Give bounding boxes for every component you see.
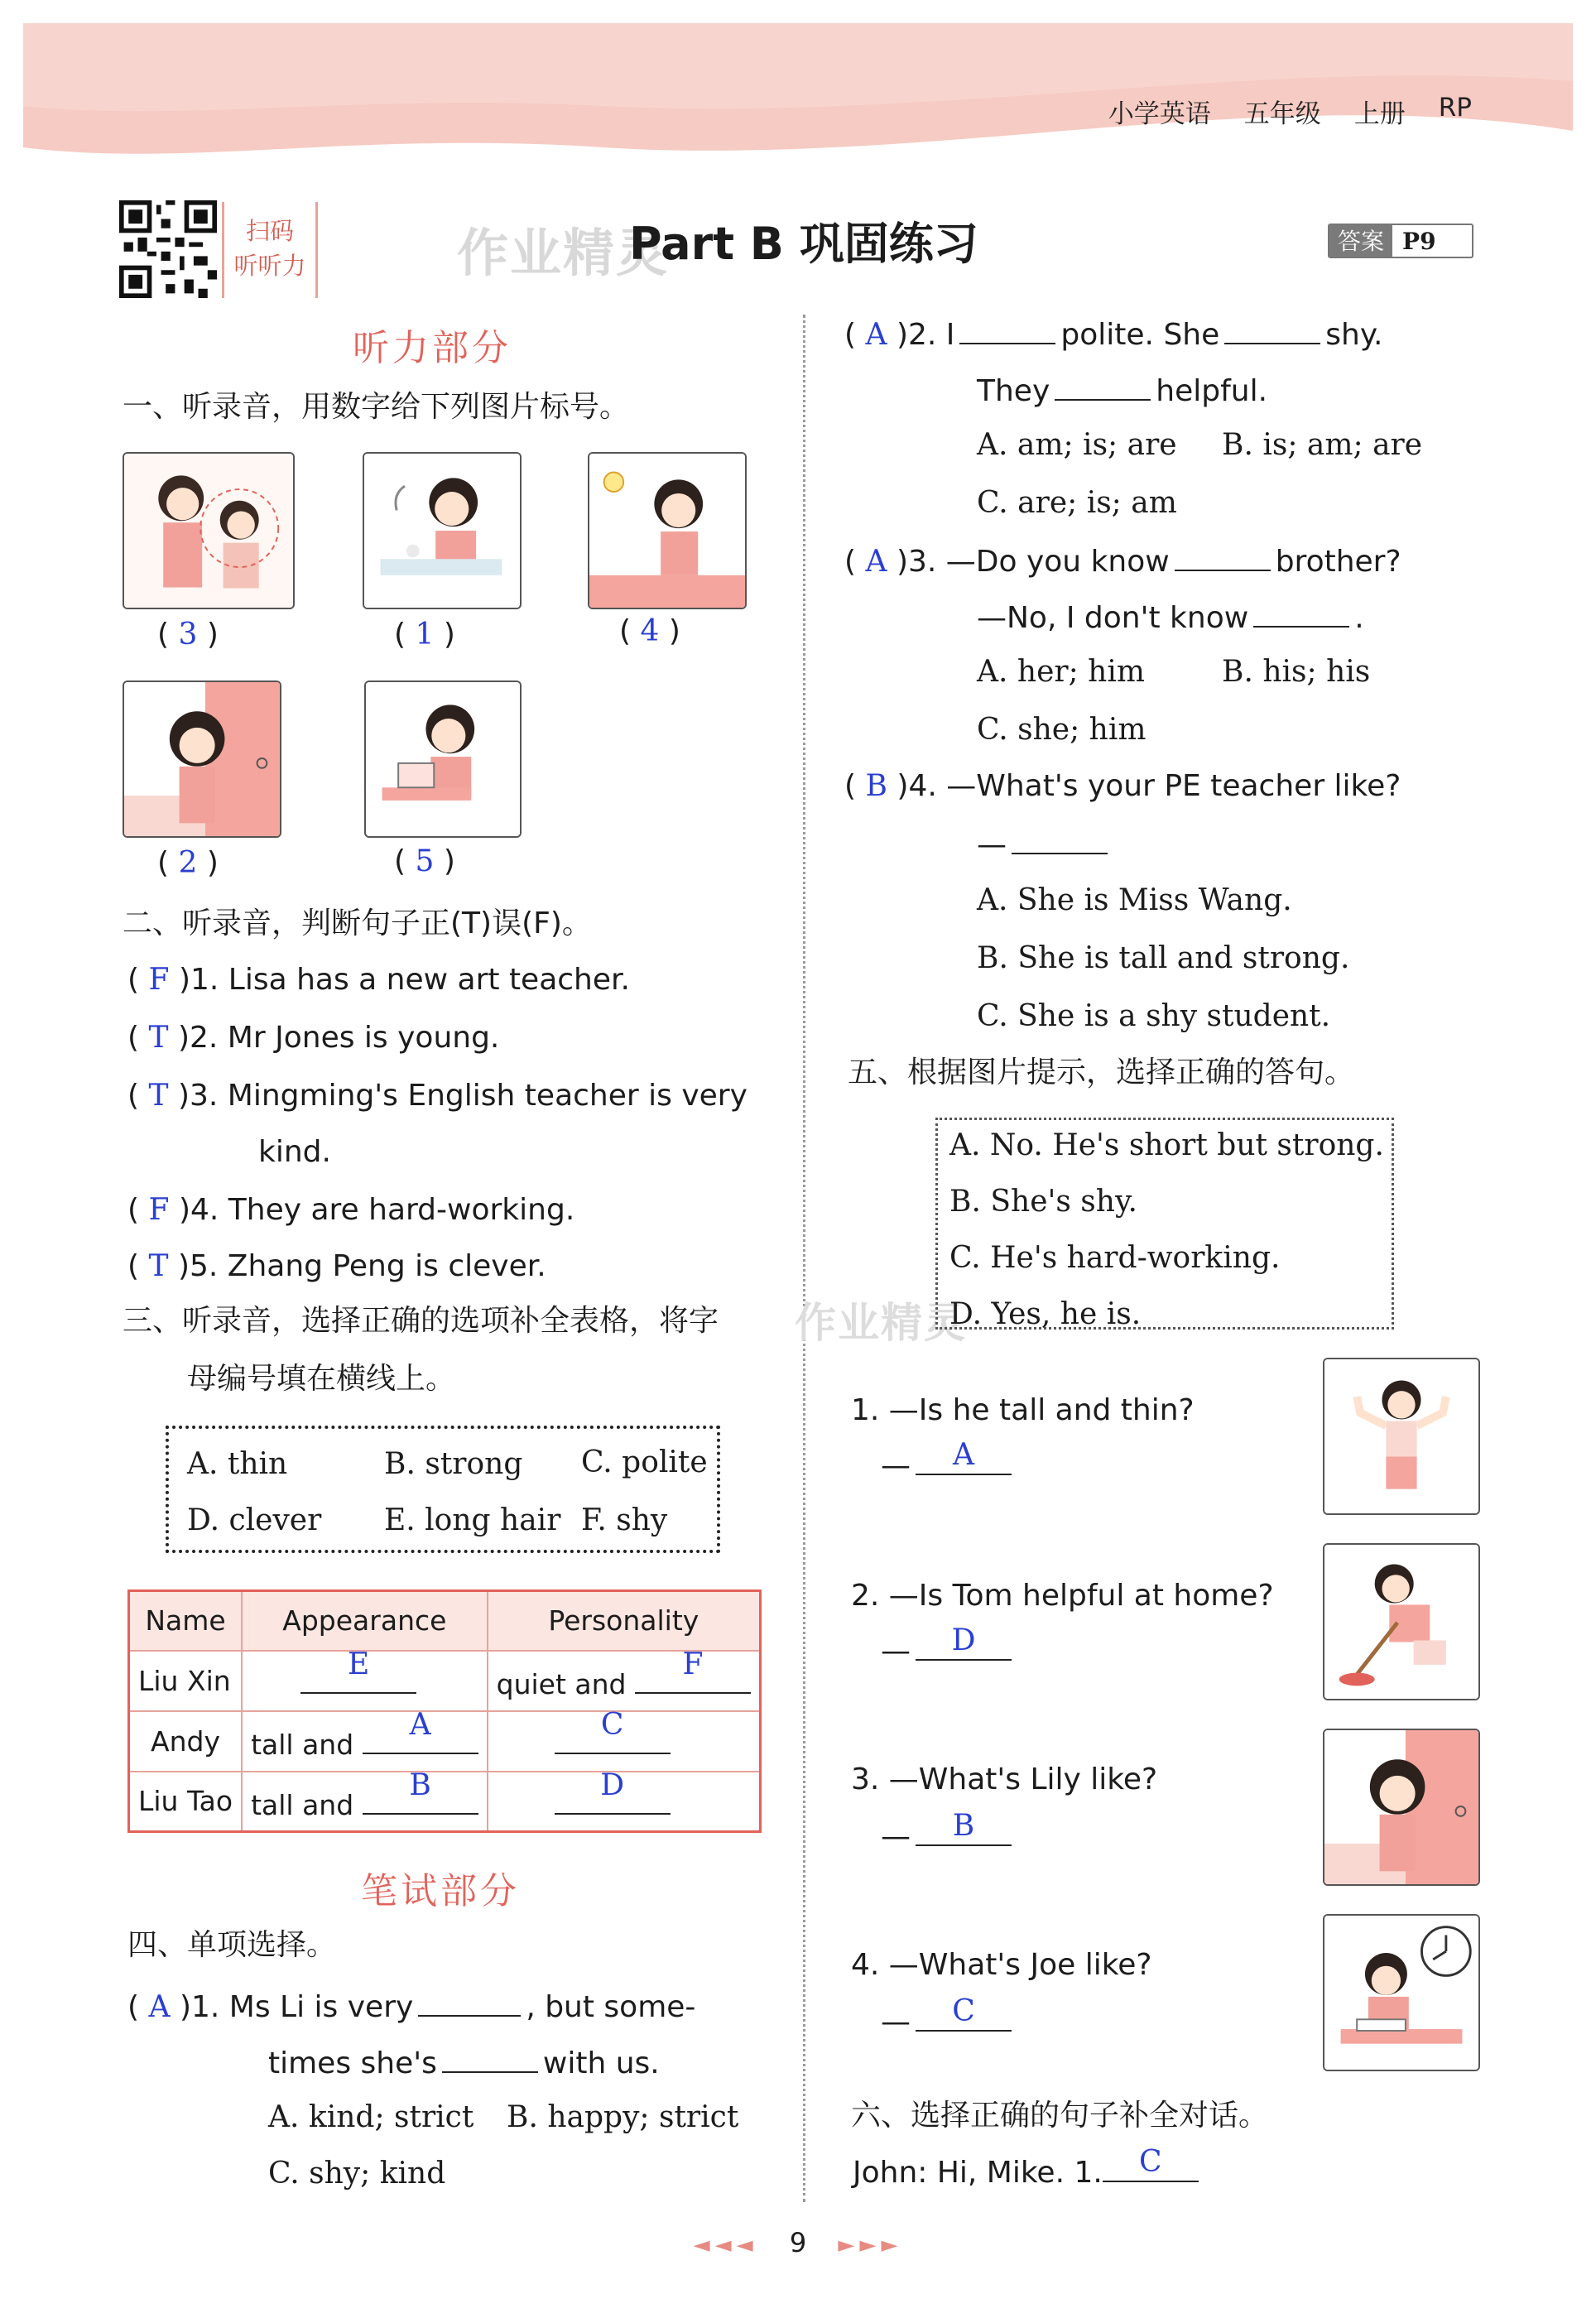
q4-text: helpful.	[1156, 374, 1268, 408]
q4-text: They	[977, 374, 1050, 408]
table-cell-personality	[488, 1708, 761, 1772]
column-divider	[803, 315, 805, 2202]
cell-answer: E	[347, 1647, 370, 1681]
q5-item-2-answer	[881, 1623, 1017, 1670]
answer-tag	[1328, 224, 1473, 258]
answer-tag-label: 答案	[1329, 225, 1392, 257]
q4-text: )1. Ms Li is very	[179, 1990, 414, 2024]
watermark: 作业精灵	[457, 223, 670, 283]
scan-to-listen-stamp	[222, 202, 318, 298]
q1-answer-value: 5	[415, 844, 435, 878]
q2-answer: T	[148, 1079, 169, 1113]
cell-blank[interactable]	[363, 1767, 478, 1815]
picture-girl-washing	[363, 452, 522, 609]
answer-blank[interactable]	[916, 1438, 1012, 1475]
table-cell-name: Liu Xin	[129, 1651, 243, 1711]
q1-heading: 一、听录音，用数字给下列图片标号。	[123, 390, 630, 424]
table-row	[129, 1772, 761, 1832]
word-option: F. shy	[581, 1503, 668, 1537]
word-option: B. strong	[384, 1447, 523, 1481]
q4-item-3-line1: ( A )3. —Do you know brother?	[844, 541, 1401, 580]
q2-heading: 二、听录音，判断句子正(T)误(F)。	[123, 907, 592, 940]
q2-item-3: ( T )3. Mingming's English teacher is very	[127, 1079, 748, 1113]
answer-blank[interactable]	[1224, 315, 1320, 344]
book-meta	[1108, 93, 1472, 130]
q2-text: )5. Zhang Peng is clever.	[177, 1249, 546, 1283]
cell-blank[interactable]	[555, 1767, 671, 1815]
answer-tag-page: P9	[1402, 228, 1436, 255]
word-option: C. polite	[581, 1445, 708, 1479]
q4-item-4-line1: ( B )4. —What's your PE teacher like?	[844, 769, 1401, 803]
q6-heading: 六、选择正确的句子补全对话。	[851, 2099, 1269, 2133]
q4-answer: B	[865, 769, 887, 803]
right-arrows-icon: ►►►	[838, 2233, 903, 2258]
cell-prefix: tall and	[251, 1788, 354, 1821]
cell-answer: D	[600, 1767, 625, 1802]
q5-answer: A	[953, 1438, 974, 1472]
q2-item-5: ( T )5. Zhang Peng is clever.	[127, 1249, 546, 1283]
q4-item-4-option-c: C. She is a shy student.	[977, 999, 1331, 1033]
table-cell-personality	[488, 1647, 761, 1711]
table-header-personality: Personality	[488, 1591, 761, 1651]
q4-item-1-option-a: A. kind; strict	[268, 2100, 474, 2134]
q4-text: , but some-	[526, 1990, 696, 2024]
word-option: D. clever	[187, 1503, 322, 1537]
q1-answer-1: ( 3 )	[157, 618, 219, 652]
q4-answer: A	[865, 545, 887, 579]
q4-item-4-option-a: A. She is Miss Wang.	[977, 883, 1292, 917]
answer-blank[interactable]	[916, 1623, 1012, 1661]
q4-item-3-option-c: C. she; him	[977, 713, 1147, 747]
table-header-appearance: Appearance	[242, 1591, 488, 1651]
picture-girls-talking	[123, 452, 295, 609]
q4-item-2-line1: ( A )2. I polite. She shy.	[844, 315, 1382, 353]
stamp-line-2: 听听力	[233, 252, 306, 280]
stamp-line-1: 扫码	[245, 217, 294, 245]
page-number: 9	[789, 2227, 807, 2258]
cell-answer: A	[409, 1708, 431, 1742]
q3-heading-line2: 母编号填在横线上。	[187, 1362, 456, 1396]
answer-blank[interactable]	[959, 315, 1055, 344]
q1-answer-value: 3	[178, 618, 198, 652]
q4-item-1-line2	[268, 2043, 660, 2082]
answer-blank[interactable]	[1012, 825, 1108, 854]
cell-blank[interactable]	[635, 1647, 751, 1694]
volume-label: 上册	[1353, 99, 1406, 129]
picture-boy-mopping	[1323, 1543, 1480, 1700]
cell-prefix: tall and	[251, 1729, 354, 1761]
answer-blank[interactable]	[1175, 541, 1271, 571]
q5-item-4-question: 4. —What's Joe like?	[851, 1948, 1152, 1982]
answer-blank[interactable]	[1055, 371, 1151, 401]
q3-table	[127, 1589, 762, 1833]
q5-heading: 五、根据图片提示，选择正确的答句。	[848, 1056, 1355, 1089]
q5-item-1-question: 1. —Is he tall and thin?	[851, 1393, 1195, 1427]
picture-shy-girl	[1323, 1729, 1480, 1886]
q4-item-2-option-c: C. are; is; am	[977, 486, 1177, 520]
q1-answer-4: ( 2 )	[157, 846, 219, 880]
q4-text: brother?	[1275, 545, 1401, 579]
q4-item-1-option-c: C. shy; kind	[268, 2157, 446, 2191]
q5-option: C. He's hard-working.	[949, 1241, 1281, 1275]
table-cell-appearance	[242, 1647, 488, 1711]
q4-heading: 四、单项选择。	[127, 1928, 337, 1962]
q5-option: D. Yes, he is.	[949, 1297, 1142, 1331]
q5-answer: D	[951, 1623, 976, 1657]
q5-option: B. She's shy.	[949, 1185, 1137, 1219]
qr-code-icon[interactable]	[119, 200, 217, 298]
q4-text: shy.	[1325, 318, 1383, 352]
table-cell-personality	[488, 1767, 761, 1832]
q5-item-3-answer	[881, 1809, 1017, 1855]
q4-text: —	[977, 828, 1007, 862]
table-cell-appearance	[242, 1767, 488, 1832]
q1-answer-value: 2	[178, 846, 198, 880]
q5-answer: C	[952, 1994, 975, 2028]
q2-text: )3. Mingming's English teacher is very	[177, 1079, 748, 1113]
picture-girl-door	[123, 680, 281, 838]
dash: —	[881, 1449, 911, 1483]
grade-label: 五年级	[1243, 99, 1321, 129]
q2-answer: T	[148, 1249, 169, 1283]
q4-item-3-option-b: B. his; his	[1222, 655, 1371, 689]
q2-item-3-continuation: kind.	[258, 1135, 331, 1169]
dash: —	[881, 1820, 911, 1854]
cell-prefix: quiet and	[496, 1668, 627, 1700]
word-option: E. long hair	[384, 1503, 561, 1537]
q6-text: John: Hi, Mike. 1.	[853, 2156, 1103, 2190]
q4-answer: A	[865, 318, 887, 352]
picture-boy-reading	[364, 680, 522, 838]
table-row	[129, 1711, 761, 1772]
q2-text: )2. Mr Jones is young.	[177, 1021, 500, 1055]
q4-text: times she's	[268, 2046, 437, 2080]
q4-item-3-option-a: A. her; him	[977, 655, 1145, 689]
cell-answer: C	[600, 1708, 624, 1742]
q6-answer: C	[1139, 2145, 1162, 2179]
left-arrows-icon: ◄◄◄	[693, 2233, 758, 2258]
q4-text: —No, I don't know	[977, 601, 1249, 635]
page-title: Part B 巩固练习	[629, 218, 978, 270]
q2-answer: F	[148, 1193, 170, 1227]
listening-section-title: 听力部分	[353, 327, 512, 369]
answer-blank[interactable]	[916, 1994, 1012, 2032]
answer-blank[interactable]	[916, 1809, 1012, 1846]
answer-blank[interactable]	[1253, 598, 1349, 628]
page-footer	[0, 2227, 1596, 2258]
word-option: A. thin	[187, 1447, 288, 1481]
q1-answer-3: ( 4 )	[619, 614, 680, 648]
q4-text: )4. —What's your PE teacher like?	[897, 769, 1401, 803]
table-row	[129, 1651, 761, 1711]
answer-blank[interactable]	[418, 1987, 521, 2017]
table-cell-name: Liu Tao	[129, 1772, 243, 1832]
picture-boy-homework-clock	[1323, 1914, 1480, 2071]
writing-section-title: 笔试部分	[361, 1870, 520, 1912]
q1-answer-2: ( 1 )	[394, 618, 455, 652]
q3-word-bank	[166, 1426, 720, 1553]
answer-blank[interactable]	[1103, 2145, 1199, 2182]
q4-item-2-option-b: B. is; am; are	[1222, 428, 1423, 462]
q1-answer-value: 1	[415, 618, 435, 652]
q2-text: )1. Lisa has a new art teacher.	[178, 963, 630, 997]
cell-answer: B	[409, 1767, 431, 1802]
q4-answer: A	[148, 1990, 171, 2024]
q4-item-3-line2	[977, 598, 1364, 637]
q3-heading-line1: 三、听录音，选择正确的选项补全表格，将字	[123, 1304, 719, 1338]
subject-label: 小学英语	[1108, 99, 1211, 129]
q4-item-4-line2	[977, 825, 1113, 863]
q5-answer: B	[952, 1809, 975, 1843]
q4-item-1-option-b: B. happy; strict	[507, 2100, 739, 2134]
q4-item-2-option-a: A. am; is; are	[977, 428, 1177, 462]
q2-answer: F	[148, 963, 170, 997]
q5-item-4-answer	[881, 1994, 1017, 2041]
cell-blank[interactable]	[555, 1708, 671, 1754]
q5-option-box	[935, 1118, 1394, 1330]
q4-item-2-line2	[977, 371, 1267, 410]
answer-blank[interactable]	[442, 2043, 538, 2073]
q5-item-3-question: 3. —What's Lily like?	[851, 1763, 1158, 1796]
table-header-name: Name	[129, 1591, 243, 1651]
q5-item-2-question: 2. —Is Tom helpful at home?	[851, 1579, 1274, 1613]
q2-item-2: ( T )2. Mr Jones is young.	[127, 1021, 500, 1055]
q4-text: )3. —Do you know	[896, 545, 1170, 579]
q4-item-4-option-b: B. She is tall and strong.	[977, 941, 1350, 975]
cell-blank[interactable]	[363, 1708, 478, 1754]
q2-text: )4. They are hard-working.	[178, 1193, 575, 1227]
cell-answer: F	[682, 1647, 704, 1681]
edition-label: RP	[1438, 93, 1472, 123]
table-cell-appearance	[242, 1708, 488, 1772]
q1-answer-5: ( 5 )	[394, 844, 455, 878]
q4-text: .	[1354, 601, 1364, 635]
q2-item-4: ( F )4. They are hard-working.	[127, 1193, 575, 1227]
q4-item-1-line1: ( A )1. Ms Li is very , but some-	[127, 1987, 695, 2026]
q5-option: A. No. He's short but strong.	[949, 1128, 1384, 1162]
q1-answer-value: 4	[640, 614, 660, 648]
q6-line-1	[853, 2145, 1204, 2191]
watermark: 作业精灵	[795, 1299, 967, 1347]
dash: —	[881, 1634, 911, 1668]
dash: —	[881, 2005, 911, 2039]
picture-strong-boy	[1323, 1358, 1480, 1515]
table-header-row	[129, 1591, 761, 1651]
q5-item-1-answer	[881, 1438, 1017, 1484]
q2-item-1: ( F )1. Lisa has a new art teacher.	[127, 963, 630, 997]
cell-blank[interactable]	[300, 1647, 416, 1694]
table-cell-name: Andy	[129, 1711, 243, 1772]
q4-text: polite. She	[1060, 318, 1220, 352]
q4-text: )2. I	[896, 318, 955, 352]
q2-answer: T	[148, 1021, 169, 1055]
q4-text: with us.	[542, 2046, 660, 2080]
picture-girl-idea	[588, 452, 747, 609]
